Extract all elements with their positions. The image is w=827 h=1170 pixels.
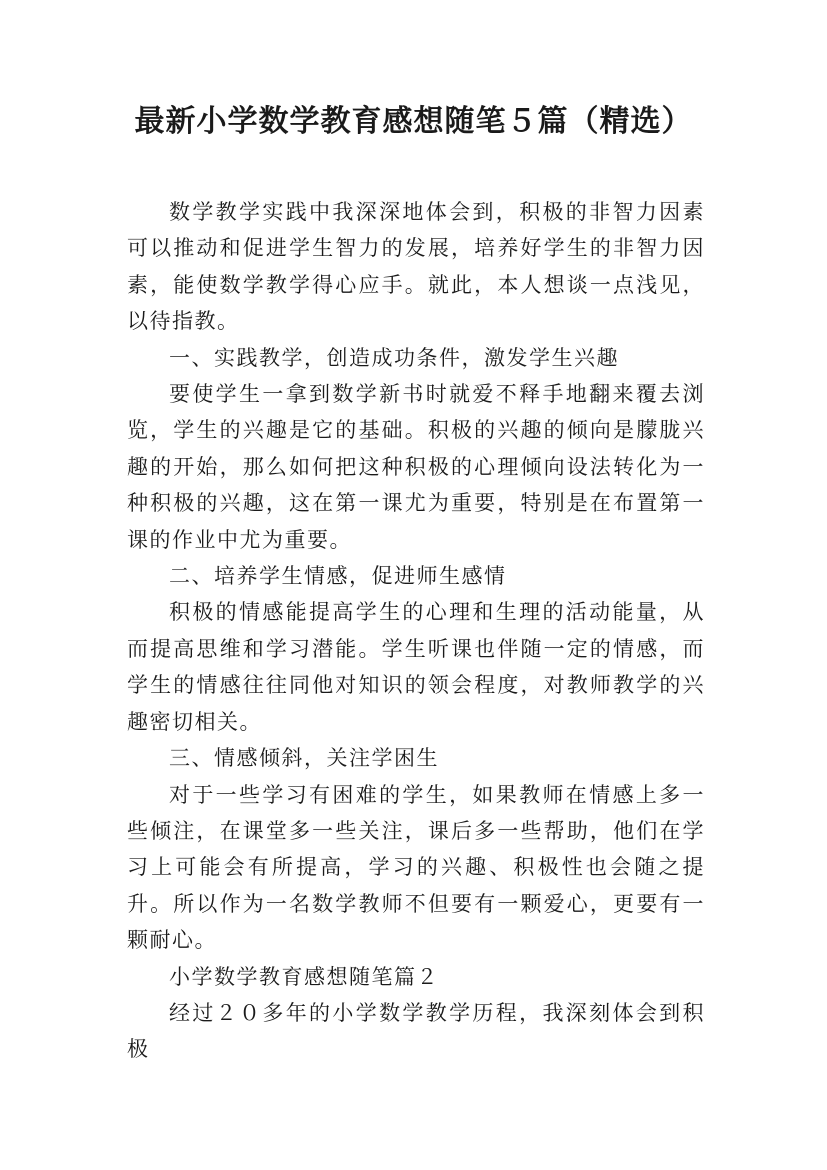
- paragraph-intro: 数学教学实践中我深深地体会到，积极的非智力因素可以推动和促进学生智力的发展，培养好学生的非智力因素，能使数学教学得心应手。就此，本人想谈一点浅见，以待指教。: [127, 200, 705, 334]
- paragraph-section-2: 积极的情感能提高学生的心理和生理的活动能量，从而提高思维和学习潜能。学生听课也伴随一定的情感，而学生的情感往往同他对知识的领会程度，对教师教学的兴趣密切相关。: [127, 600, 705, 734]
- document-title: 最新小学数学教育感想随笔５篇（精选）: [134, 104, 693, 139]
- paragraph-section-3: 对于一些学习有困难的学生，如果教师在情感上多一些倾注，在课堂多一些关注，课后多一些帮助，他们在学习上可能会有所提高，学习的兴趣、积极性也会随之提升。所以作为一名数学教师不但要有一颗爱心，更要有一颗耐心。: [127, 782, 705, 953]
- document-body: [127, 194, 705, 1068]
- paragraph-section-1: 要使学生一拿到数学新书时就爱不释手地翻来覆去浏览，学生的兴趣是它的基础。积极的兴趣的倾向是朦胧兴趣的开始，那么如何把这种积极的心理倾向设法转化为一种积极的兴趣，这在第一课尤为重要，特别是在布置第一课的作业中尤为重要。: [127, 382, 705, 552]
- paragraph-article-2-start: 经过２０多年的小学数学教学历程，我深刻体会到积极: [127, 1000, 705, 1062]
- section-heading-2: 二、培养学生情感，促进师生感情: [169, 564, 507, 589]
- section-heading-3: 三、情感倾斜，关注学困生: [169, 746, 439, 771]
- section-heading-1: 一、实践教学，创造成功条件，激发学生兴趣: [169, 345, 619, 370]
- article-heading-2: 小学数学教育感想随笔篇２: [169, 964, 439, 989]
